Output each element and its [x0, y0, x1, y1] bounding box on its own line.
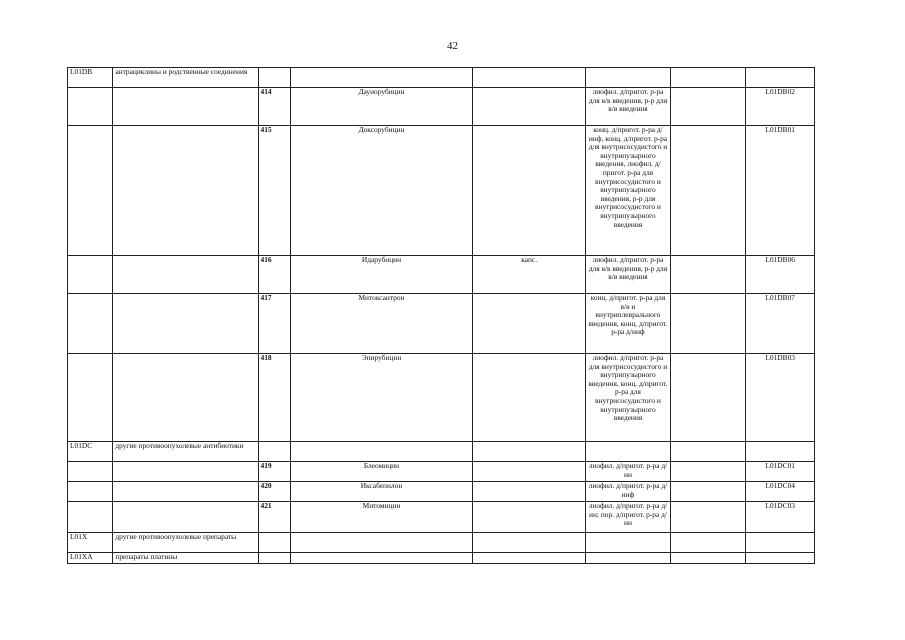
row-number-cell [258, 553, 290, 564]
drug-table [67, 67, 815, 564]
atc-group-name-cell [113, 256, 258, 294]
atc-group-code-cell [68, 126, 113, 256]
atc-group-name-cell: препараты платины [113, 553, 258, 564]
drug-name-cell: Эпирубицин [290, 354, 472, 442]
row-number-cell [258, 533, 290, 553]
note-cell [473, 126, 586, 256]
atc-code-cell: L01DB01 [746, 126, 815, 256]
row-number-cell: 416 [258, 256, 290, 294]
drug-name-cell: Иксабепилон [290, 482, 472, 502]
note-cell [473, 354, 586, 442]
dosage-form-cell: конц. д/пригот. р-ра д/инф, конц. д/пригот. р-ра для внутрисосудистого и внутрипузырного введения, лиофил. д/пригот. р-ра для внутрисосудистого и внутрипузырного введения, р-р для внутрисосудистого и внутрипузырного введения [586, 126, 671, 256]
empty-cell [670, 502, 746, 533]
empty-cell [670, 294, 746, 354]
table-body [68, 68, 815, 564]
drug-name-cell: Идарубицин [290, 256, 472, 294]
atc-code-cell: L01DC04 [746, 482, 815, 502]
drug-name-cell [290, 442, 472, 462]
empty-cell [670, 68, 746, 88]
atc-code-cell [746, 68, 815, 88]
group-row [68, 68, 815, 88]
row-number-cell [258, 68, 290, 88]
atc-group-code-cell [68, 256, 113, 294]
note-cell [473, 502, 586, 533]
dosage-form-cell: лиофил. д/пригот. р-ра д/ин; пор. д/пригот. р-ра д/ин [586, 502, 671, 533]
group-row [68, 533, 815, 553]
dosage-form-cell: лиофил. д/пригот. р-ра для в/в введения, р-р для в/в введения [586, 256, 671, 294]
row-number-cell [258, 442, 290, 462]
table-row [68, 256, 815, 294]
atc-code-cell: L01DC01 [746, 462, 815, 482]
atc-group-code-cell [68, 502, 113, 533]
row-number-cell: 414 [258, 88, 290, 126]
empty-cell [670, 553, 746, 564]
atc-code-cell [746, 533, 815, 553]
dosage-form-cell: лиофил. д/пригот. р-ра д/ин [586, 462, 671, 482]
empty-cell [670, 533, 746, 553]
atc-group-name-cell [113, 88, 258, 126]
drug-name-cell: Доксорубицин [290, 126, 472, 256]
note-cell [473, 88, 586, 126]
dosage-form-cell [586, 68, 671, 88]
drug-name-cell [290, 533, 472, 553]
dosage-form-cell: лиофил. д/пригот. р-ра для внутрисосудистого и внутрипузырного введения, конц. д/пригот. р-ра для внутрисосудистого и внутрипузырного введения [586, 354, 671, 442]
atc-group-name-cell [113, 294, 258, 354]
dosage-form-cell [586, 533, 671, 553]
row-number-cell: 421 [258, 502, 290, 533]
note-cell [473, 533, 586, 553]
atc-group-name-cell: другие противоопухолевые препараты [113, 533, 258, 553]
group-row [68, 553, 815, 564]
table-row [68, 462, 815, 482]
note-cell [473, 68, 586, 88]
atc-code-cell: L01DB03 [746, 354, 815, 442]
atc-group-code-cell [68, 354, 113, 442]
empty-cell [670, 462, 746, 482]
group-row [68, 442, 815, 462]
row-number-cell: 417 [258, 294, 290, 354]
atc-code-cell: L01DB07 [746, 294, 815, 354]
drug-name-cell [290, 553, 472, 564]
empty-cell [670, 88, 746, 126]
note-cell: капс. [473, 256, 586, 294]
note-cell [473, 482, 586, 502]
note-cell [473, 294, 586, 354]
drug-name-cell [290, 68, 472, 88]
table-row [68, 126, 815, 256]
atc-code-cell: L01DB06 [746, 256, 815, 294]
row-number-cell: 415 [258, 126, 290, 256]
note-cell [473, 553, 586, 564]
drug-name-cell: Блеомицин [290, 462, 472, 482]
atc-group-code-cell: L01X [68, 533, 113, 553]
dosage-form-cell: лиофил. д/пригот. р-ра для в/в введения, р-р для в/в введения [586, 88, 671, 126]
atc-code-cell [746, 442, 815, 462]
atc-group-name-cell [113, 126, 258, 256]
atc-group-code-cell [68, 294, 113, 354]
atc-group-code-cell [68, 462, 113, 482]
atc-code-cell: L01DB02 [746, 88, 815, 126]
note-cell [473, 442, 586, 462]
table-row [68, 294, 815, 354]
dosage-form-cell: конц. д/пригот. р-ра для в/в и внутриплеврального введения, конц. д/пригот. р-ра д/инф [586, 294, 671, 354]
drug-name-cell: Митоксантрон [290, 294, 472, 354]
row-number-cell: 418 [258, 354, 290, 442]
empty-cell [670, 354, 746, 442]
empty-cell [670, 482, 746, 502]
table-row [68, 482, 815, 502]
atc-group-code-cell: L01DC [68, 442, 113, 462]
empty-cell [670, 256, 746, 294]
atc-group-code-cell: L01DB [68, 68, 113, 88]
atc-group-name-cell: антрациклины и родственные соединения [113, 68, 258, 88]
empty-cell [670, 126, 746, 256]
atc-group-code-cell [68, 482, 113, 502]
atc-group-name-cell [113, 354, 258, 442]
atc-group-code-cell: L01XA [68, 553, 113, 564]
atc-group-name-cell [113, 502, 258, 533]
note-cell [473, 462, 586, 482]
atc-group-name-cell: другие противоопухолевые антибиотики [113, 442, 258, 462]
atc-code-cell [746, 553, 815, 564]
page-number: 42 [447, 40, 458, 52]
dosage-form-cell [586, 442, 671, 462]
atc-group-code-cell [68, 88, 113, 126]
empty-cell [670, 442, 746, 462]
atc-code-cell: L01DC03 [746, 502, 815, 533]
table-row [68, 502, 815, 533]
drug-name-cell: Митомицин [290, 502, 472, 533]
table-row [68, 354, 815, 442]
row-number-cell: 420 [258, 482, 290, 502]
atc-group-name-cell [113, 462, 258, 482]
dosage-form-cell: лиофил. д/пригот. р-ра д/инф [586, 482, 671, 502]
table-row [68, 88, 815, 126]
dosage-form-cell [586, 553, 671, 564]
row-number-cell: 419 [258, 462, 290, 482]
drug-name-cell: Даунорубицин [290, 88, 472, 126]
atc-group-name-cell [113, 482, 258, 502]
